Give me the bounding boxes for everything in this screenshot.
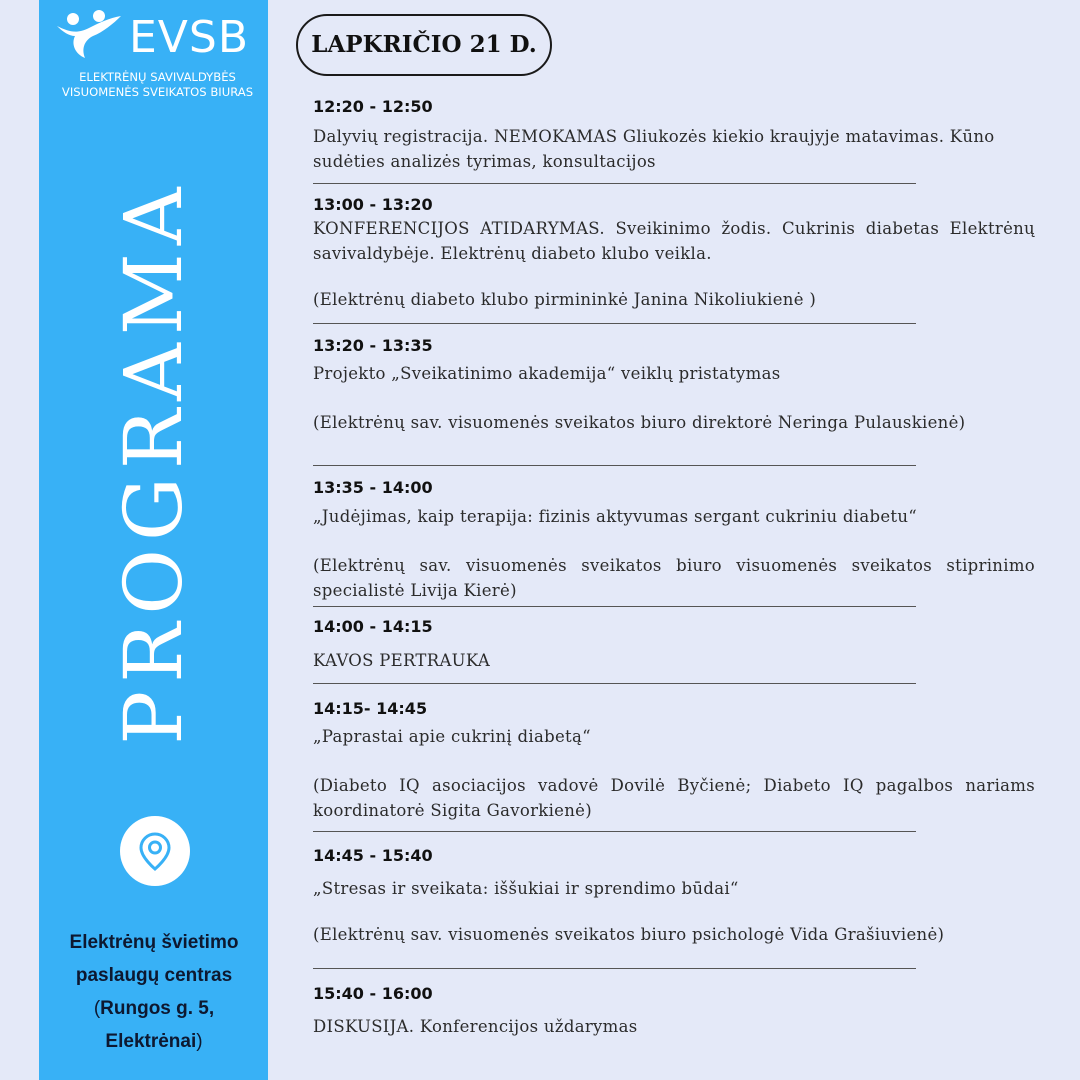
- agenda-list: [313, 0, 1035, 1080]
- agenda-description: KAVOS PERTRAUKA: [313, 651, 491, 670]
- agenda-item: [313, 698, 1035, 823]
- agenda-time: 15:40 - 16:00: [313, 984, 433, 1003]
- venue-paren-close: ): [196, 1031, 203, 1052]
- agenda-description: „Paprastai apie cukrinį diabetą“: [313, 727, 591, 746]
- venue-line-2: paslaugų centras: [75, 965, 233, 986]
- agenda-time: 14:15- 14:45: [313, 699, 428, 718]
- programa-title: PROGRAMA: [107, 179, 200, 745]
- divider: [313, 183, 916, 184]
- agenda-time: 13:35 - 14:00: [313, 478, 433, 497]
- agenda-speaker: (Diabeto IQ asociacijos vadovė Dovilė Byčienė; Diabeto IQ pagalbos nariams koordinatorė Sigita Gavorkienė): [313, 776, 1035, 820]
- venue-line-1: Elektrėnų švietimo: [69, 932, 239, 953]
- divider: [313, 968, 916, 969]
- agenda-time: 14:45 - 15:40: [313, 846, 433, 865]
- logo-subtitle: [55, 70, 260, 100]
- venue-address: [45, 926, 263, 1058]
- date-badge: LAPKRIČIO 21 D.: [296, 14, 552, 76]
- agenda-time: 12:20 - 12:50: [313, 97, 433, 116]
- divider: [313, 831, 916, 832]
- venue-city: Elektrėnai: [105, 1031, 197, 1052]
- logo-subtitle-line-1: ELEKTRĖNŲ SAVIVALDYBĖS: [79, 70, 236, 84]
- venue-street: Rungos g. 5,: [100, 998, 215, 1019]
- location-badge: [120, 816, 190, 886]
- venue-paren-open: (: [93, 998, 101, 1019]
- venue-line-4: [45, 1025, 263, 1058]
- logo-subtitle-line-2: VISUOMENĖS SVEIKATOS BIURAS: [61, 85, 254, 99]
- agenda-description: Projekto „Sveikatinimo akademija“ veiklų pristatymas: [313, 364, 781, 383]
- agenda-time: 14:00 - 14:15: [313, 617, 433, 636]
- agenda-description: Dalyvių registracija. NEMOKAMAS Gliukozės kiekio kraujyje matavimas. Kūno sudėties analizės tyrimas, konsultacijos: [313, 127, 995, 171]
- evsb-logo: [55, 10, 270, 105]
- venue-line-3: [45, 992, 263, 1025]
- agenda-description: „Stresas ir sveikata: iššukiai ir sprendimo būdai“: [313, 879, 739, 898]
- divider: [313, 606, 916, 607]
- agenda-speaker: (Elektrėnų diabeto klubo pirmininkė Janina Nikoliukienė ): [313, 290, 817, 309]
- agenda-time: 13:00 - 13:20: [313, 195, 433, 214]
- divider: [313, 683, 916, 684]
- agenda-item: [313, 616, 1035, 673]
- agenda-item: [313, 845, 1035, 947]
- divider: [313, 323, 916, 324]
- agenda-description: KONFERENCIJOS ATIDARYMAS. Sveikinimo žodis. Cukrinis diabetas Elektrėnų savivaldybėje. Elektrėnų diabeto klubo veikla.: [313, 219, 1035, 263]
- agenda-speaker: (Elektrėnų sav. visuomenės sveikatos biuro psichologė Vida Grašiuvienė): [313, 925, 945, 944]
- agenda-speaker: (Elektrėnų sav. visuomenės sveikatos biuro visuomenės sveikatos stiprinimo specialistė Livija Kierė): [313, 556, 1035, 600]
- agenda-time: 13:20 - 13:35: [313, 336, 433, 355]
- agenda-item: [313, 96, 1035, 174]
- agenda-item: [313, 983, 1035, 1039]
- logo-figures-icon: [55, 10, 125, 62]
- logo-title: EVSB: [129, 12, 250, 63]
- agenda-description: DISKUSIJA. Konferencijos uždarymas: [313, 1017, 638, 1036]
- agenda-description: „Judėjimas, kaip terapija: fizinis aktyvumas sergant cukriniu diabetu“: [313, 507, 918, 526]
- agenda-item: [313, 335, 1035, 435]
- map-pin-icon: [120, 816, 190, 886]
- agenda-item: [313, 194, 1035, 312]
- agenda-item: [313, 477, 1035, 603]
- agenda-speaker: (Elektrėnų sav. visuomenės sveikatos biuro direktorė Neringa Pulauskienė): [313, 413, 966, 432]
- divider: [313, 465, 916, 466]
